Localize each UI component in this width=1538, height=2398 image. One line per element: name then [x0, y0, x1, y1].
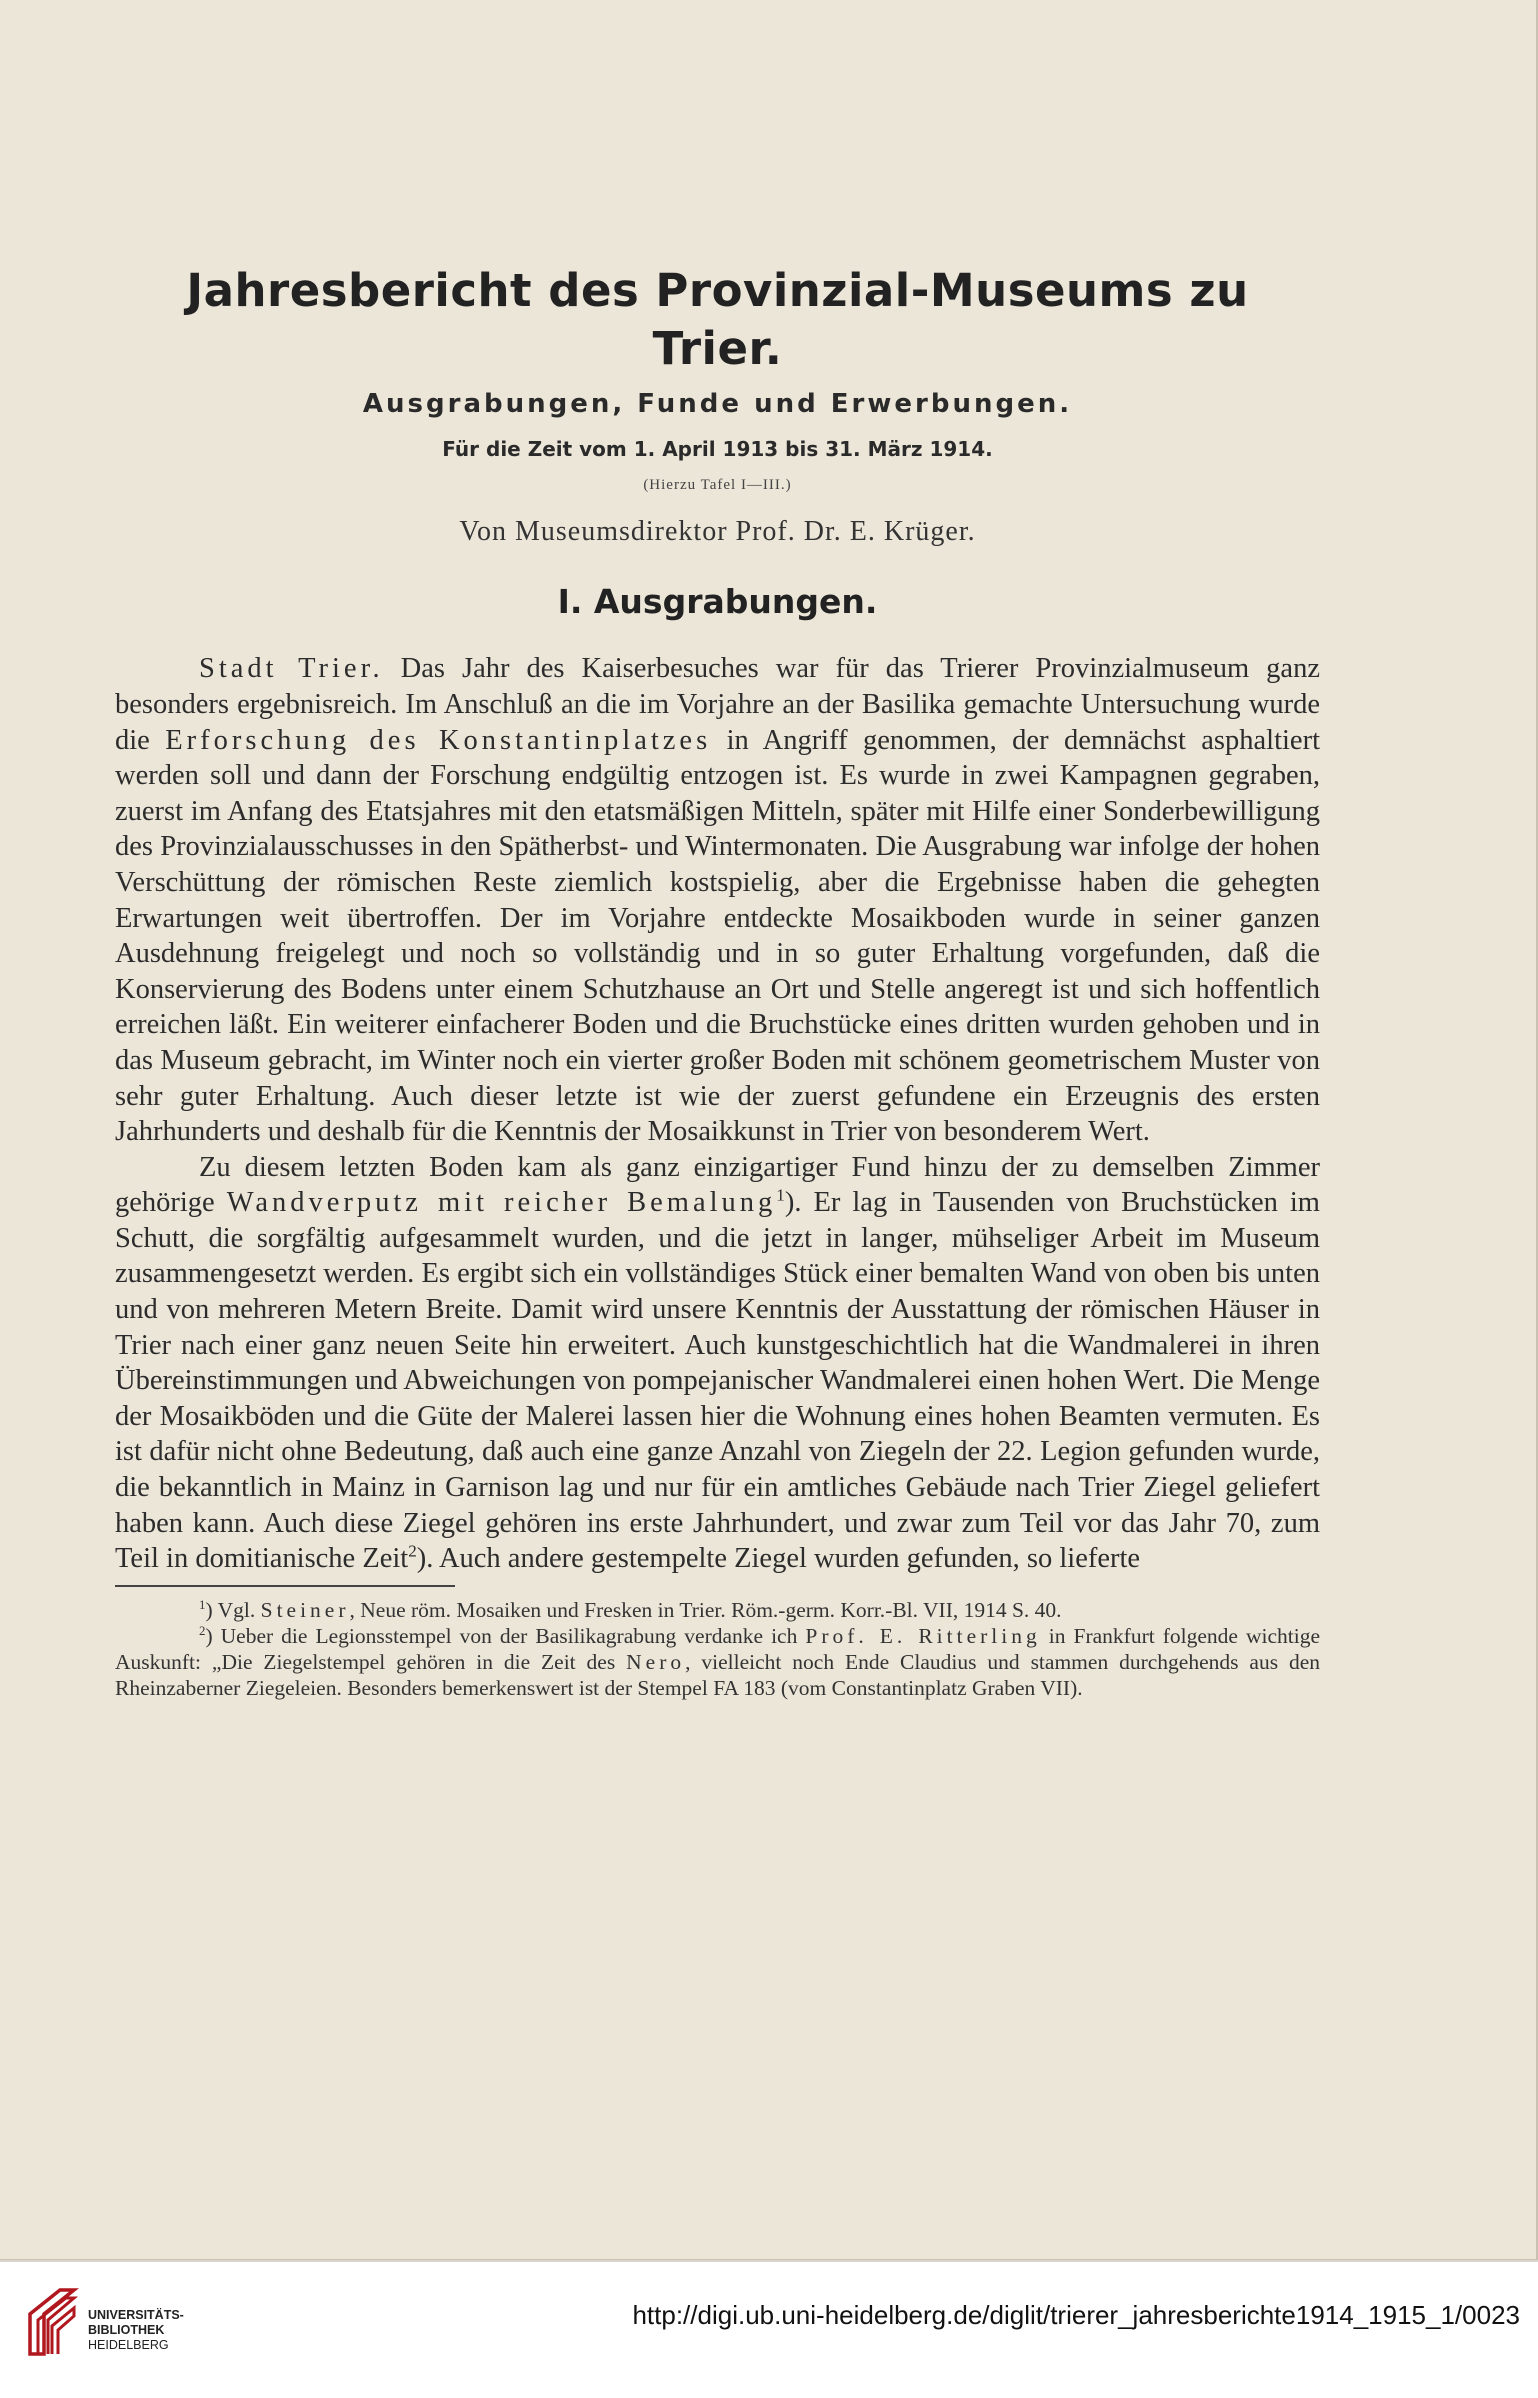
paragraph-1-text-a: Das Jahr des Kaiserbesuches war für das Trierer Provinzialmuseum ganz besonders ergebnisreich. Im Anschluß an die im Vorjahre an der Basilika gemachte Untersuchung wurde die: [115, 653, 1320, 756]
footnote-mark: 2: [199, 1623, 206, 1638]
footnote-ref-1[interactable]: 1: [776, 1185, 785, 1205]
footnotes: [115, 1597, 1320, 1701]
library-line-3: HEIDELBERG: [88, 2338, 169, 2352]
paragraph-2-text-b: ). Er lag in Tausenden von Bruchstücken im Schutt, die sorgfältig aufgesammelt wurden, und die jetzt in langer, mühseliger Arbeit im Museum zusammengesetzt werden. Es ergibt sich ein vollständiges Stück einer bemalten Wand von oben bis unten und von mehreren Metern Breite. Damit wird unsere Kenntnis der Ausstattung der römischen Häuser in Trier nach einer ganz neuen Seite hin erweitert. Auch kunstgeschichtlich hat die Wandmalerei in ihren Übereinstimmungen und Abweichungen von pompejanischer Wandmalerei einen hohen Wert. Die Menge der Mosaikböden und die Güte der Malerei lassen hier die Wohnung eines hohen Beamten vermuten. Es ist dafür nicht ohne Bedeutung, daß auch eine ganze Anzahl von Ziegeln der 22. Legion gefunden wurde, die bekanntlich in Mainz in Garnison lag und nur für ein amtliches Gebäude nach Trier Ziegel geliefert haben kann. Auch diese Ziegel gehören ins erste Jahrhundert, und zwar zum Teil vor das Jahr 70, zum Teil in domitianische Zeit: [115, 1187, 1320, 1575]
author-line: Von Museumsdirektor Prof. Dr. E. Krüger.: [459, 516, 976, 547]
footnote-ref-2[interactable]: 2: [408, 1541, 417, 1561]
section-heading: I. Ausgrabungen.: [557, 582, 878, 621]
spaced-author: Prof. E. Ritterling: [805, 1623, 1041, 1648]
ub-heidelberg-logo-icon[interactable]: [22, 2284, 82, 2360]
place-lead: Stadt Trier.: [199, 653, 384, 685]
library-line-1: UNIVERSITÄTS-: [88, 2308, 184, 2322]
spaced-author: Steiner: [260, 1597, 350, 1622]
paragraph-1: [115, 651, 1320, 1149]
plates-note: (Hierzu Tafel I—III.): [643, 477, 792, 493]
footnote-1-text-a: ) Vgl.: [205, 1597, 261, 1622]
footnote-1-text-b: , Neue röm. Mosaiken und Fresken in Trier. Röm.-germ. Korr.-Bl. VII, 1914 S. 40.: [349, 1597, 1062, 1622]
spaced-emphasis: Wandverputz mit reicher Bemalung: [226, 1187, 777, 1219]
paragraph-1-text-b: in Angriff genommen, der demnächst asphaltiert werden soll und dann der Forschung endgültig entzogen ist. Es wurde in zwei Kampagnen gegraben, zuerst im Anfang des Etatsjahres mit den etatsmäßigen Mitteln, später mit Hilfe einer Sonderbewilligung des Provinzialausschusses in den Spätherbst- und Wintermonaten. Die Ausgrabung war infolge der hohen Verschüttung der römischen Reste ziemlich kostspielig, aber die Ergebnisse haben die gehegten Erwartungen weit übertroffen. Der im Vorjahre entdeckte Mosaikboden wurde in seiner ganzen Ausdehnung freigelegt und noch so vollständig und in so guter Erhaltung vorgefunden, daß die Konservierung des Bodens unter einem Schutzhause an Ort und Stelle angeregt ist und sich hoffentlich erreichen läßt. Ein weiterer einfacherer Boden und die Bruchstücke eines dritten wurden gehoben und in das Museum gebracht, im Winter noch ein vierter großer Boden mit schönem geometrischem Muster von sehr guter Erhaltung. Auch dieser letzte ist wie der zuerst gefundene ein Erzeugnis des ersten Jahrhunderts und deshalb für die Kenntnis der Mosaikkunst in Trier von besonderem Wert.: [115, 724, 1320, 1148]
digitization-footer: [0, 2262, 1538, 2398]
footnote-2-text-c: , vielleicht noch Ende Claudius und stammen durchgehends aus den Rheinzaberner Ziegeleien. Besonders bemerkenswert ist der Stempel FA 183 (vom Constantinplatz Graben VII).: [115, 1649, 1321, 1700]
report-period: Für die Zeit vom 1. April 1913 bis 31. März 1914.: [442, 437, 993, 461]
document-subtitle: Ausgrabungen, Funde und Erwerbungen.: [362, 389, 1073, 419]
document-title: Jahresbericht des Provinzial-Museums zu Trier.: [186, 264, 1249, 375]
page-content: [115, 262, 1320, 1701]
paragraph-2: [115, 1150, 1320, 1577]
footnote-2-text-a: ) Ueber die Legionsstempel von der Basilikagrabung verdanke ich: [205, 1623, 806, 1648]
library-name: [88, 2308, 184, 2353]
footnote-1: [115, 1597, 1320, 1623]
footnote-mark: 1: [199, 1597, 206, 1612]
body-text: [115, 651, 1320, 1576]
paragraph-2-text-c: ). Auch andere gestempelte Ziegel wurden gefunden, so lieferte: [416, 1543, 1141, 1575]
footnote-divider: [115, 1585, 455, 1587]
library-line-2: BIBLIOTHEK: [88, 2323, 165, 2337]
footnote-2-text-b: in Frankfurt folgende wichtige Auskunft: „Die Ziegelstempel gehören in die Zeit des: [115, 1623, 1320, 1674]
footnote-2: [115, 1623, 1320, 1701]
paragraph-2-text-a: Zu diesem letzten Boden kam als ganz einzigartiger Fund hinzu der zu demselben Zimmer gehörige: [115, 1151, 1320, 1219]
permalink-url[interactable]: http://digi.ub.uni-heidelberg.de/diglit/trierer_jahresberichte1914_1915_1/0023: [632, 2300, 1520, 2330]
spaced-emphasis: Erforschung des Konstantinplatzes: [165, 724, 712, 756]
spaced-emphasis: Nero: [626, 1649, 686, 1674]
